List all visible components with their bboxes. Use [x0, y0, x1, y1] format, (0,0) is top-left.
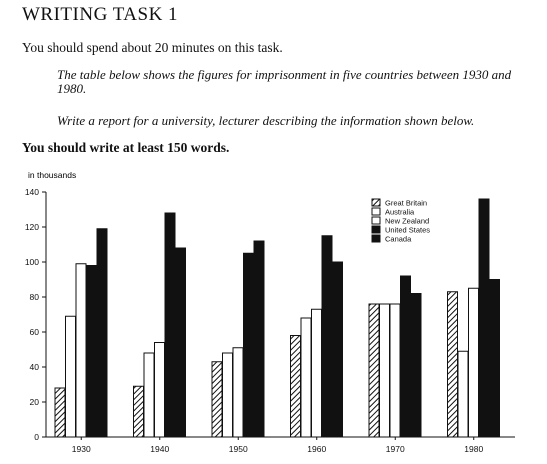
bar-australia-1940	[144, 353, 154, 437]
y-tick-label: 0	[34, 432, 39, 442]
bar-great-britain-1970	[369, 304, 379, 437]
legend-label-great-britain: Great Britain	[385, 198, 428, 208]
legend-label-australia: Australia	[385, 207, 415, 217]
task-prompt-report: Write a report for a university, lecturer describing the information shown below.	[57, 113, 475, 128]
y-tick-label: 60	[29, 327, 39, 337]
chart-bars	[55, 199, 500, 437]
bar-new-zealand-1970	[390, 304, 400, 437]
y-tick-label: 40	[29, 362, 39, 372]
task-title: WRITING TASK 1	[22, 4, 179, 25]
legend-swatch-canada	[372, 235, 380, 242]
bar-australia-1970	[380, 304, 390, 437]
legend-swatch-australia	[372, 208, 380, 215]
bar-canada-1960	[333, 262, 343, 437]
legend-swatch-great-britain	[372, 199, 380, 206]
bar-great-britain-1980	[448, 292, 458, 437]
legend-label-new-zealand: New Zealand	[385, 216, 430, 226]
bar-great-britain-1960	[291, 336, 301, 438]
legend-label-canada: Canada	[385, 234, 412, 244]
legend-swatch-united-states	[372, 226, 380, 233]
x-tick-label: 1930	[71, 444, 91, 454]
bar-canada-1980	[490, 280, 500, 438]
bar-united-states-1950	[244, 253, 254, 437]
bar-canada-1940	[176, 248, 186, 437]
x-tick-label: 1970	[385, 444, 405, 454]
bar-new-zealand-1930	[76, 264, 86, 437]
bar-united-states-1970	[401, 276, 411, 437]
bar-new-zealand-1950	[233, 348, 243, 437]
bar-new-zealand-1940	[155, 343, 165, 438]
bar-australia-1980	[458, 351, 468, 437]
x-tick-label: 1980	[464, 444, 484, 454]
time-instruction: You should spend about 20 minutes on this task.	[22, 40, 283, 55]
task-prompt-description: The table below shows the figures for imprisonment in five countries between 1930 and 1980.	[57, 67, 512, 96]
y-tick-label: 20	[29, 397, 39, 407]
bar-great-britain-1930	[55, 388, 65, 437]
y-tick-label: 120	[24, 222, 39, 232]
legend-label-united-states: United States	[385, 225, 431, 235]
y-tick-label: 80	[29, 292, 39, 302]
bar-canada-1970	[411, 294, 421, 438]
bar-new-zealand-1960	[312, 309, 322, 437]
bar-united-states-1940	[165, 213, 175, 437]
bar-united-states-1930	[87, 266, 97, 438]
chart-legend	[372, 199, 430, 244]
x-tick-label: 1950	[228, 444, 248, 454]
bar-australia-1950	[223, 353, 233, 437]
imprisonment-bar-chart	[0, 165, 547, 464]
bar-united-states-1960	[322, 236, 332, 437]
bar-great-britain-1950	[212, 362, 222, 437]
x-tick-label: 1960	[307, 444, 327, 454]
legend-swatch-new-zealand	[372, 217, 380, 224]
bar-canada-1930	[97, 229, 107, 437]
y-tick-label: 100	[24, 257, 39, 267]
word-count-instruction: You should write at least 150 words.	[22, 140, 230, 155]
bar-great-britain-1940	[134, 386, 144, 437]
x-tick-label: 1940	[150, 444, 170, 454]
bar-australia-1960	[301, 318, 311, 437]
unit-label: in thousands	[28, 170, 77, 180]
bar-new-zealand-1980	[469, 288, 479, 437]
bar-canada-1950	[254, 241, 264, 437]
bar-australia-1930	[66, 316, 76, 437]
bar-united-states-1980	[479, 199, 489, 437]
y-tick-label: 140	[24, 187, 39, 197]
